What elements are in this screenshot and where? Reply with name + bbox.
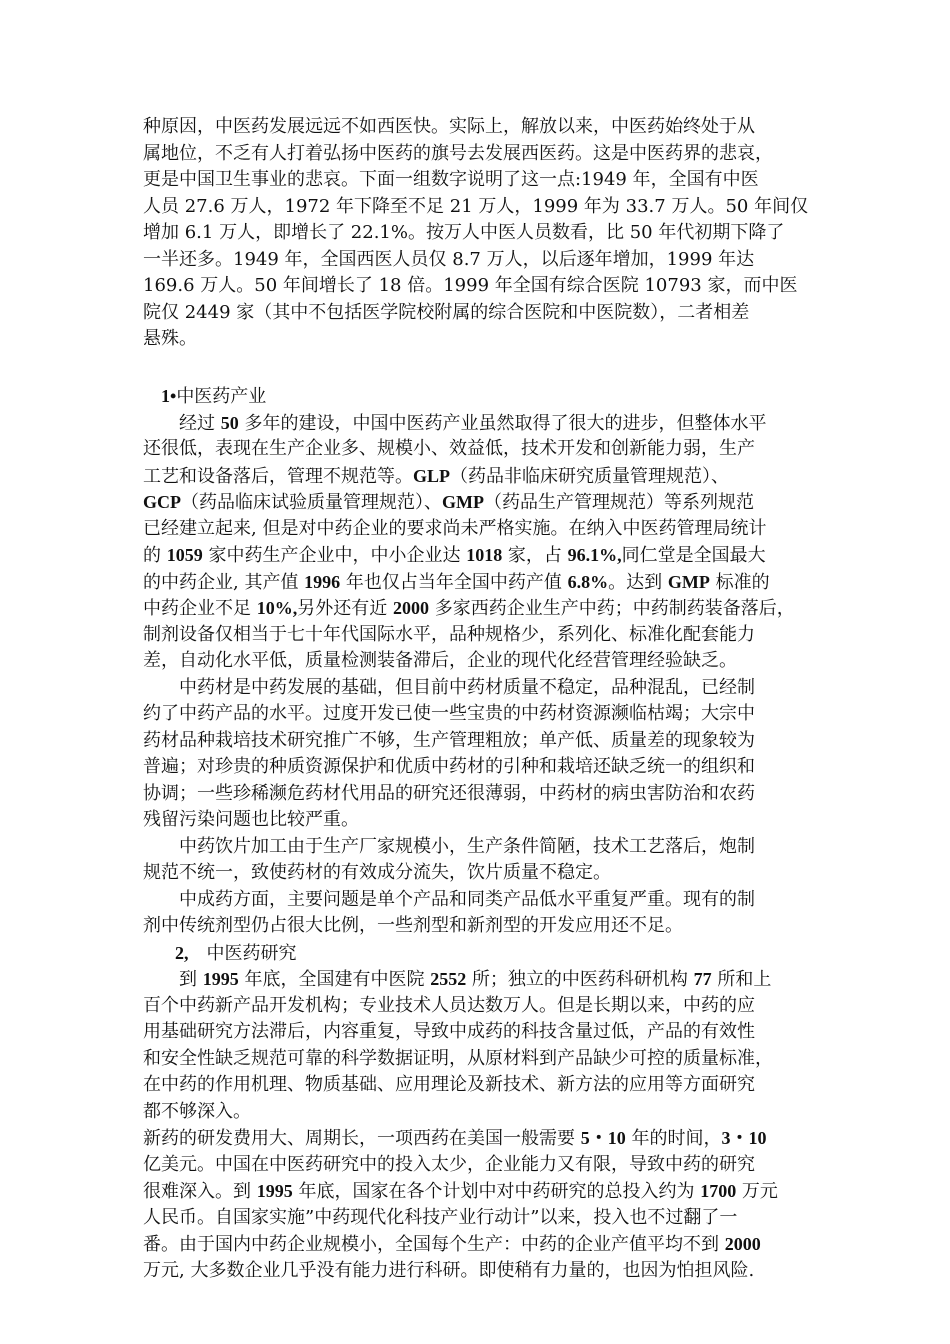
- text-run: 万元, 大多数企业几乎没有能力进行科研。即使稍有力量的，也因为怕担风险.: [143, 1259, 755, 1281]
- bold-figure: GLP: [413, 465, 451, 486]
- text-line: [143, 1099, 823, 1126]
- text-line: [143, 436, 823, 463]
- text-run: 工艺和设备落后，管理不规范等。: [143, 465, 413, 487]
- document-page: [143, 114, 823, 1284]
- section-title: 中医药研究: [206, 942, 297, 964]
- text-line: 协调；一些珍稀濒危药材代用品的研究还很薄弱，中药材的病虫害防治和农药: [143, 782, 755, 804]
- text-run: 的中药企业, 其产值: [143, 571, 305, 593]
- text-line: 增加 6.1 万人，即增长了 22.1%。按万人中医人员数看，比 50 年代初期下降了: [143, 222, 785, 243]
- text-line: 更是中国卫生事业的悲哀。下面一组数字说明了这一点:1949 年，全国有中医: [143, 169, 759, 190]
- text-run: 多年的建设，中国中医药产业虽然取得了很大的进步，但整体水平: [238, 412, 767, 434]
- industry-paragraph-4: [143, 887, 823, 940]
- text-line: [143, 1258, 823, 1285]
- bold-figure: 1059: [166, 545, 203, 565]
- text-line: [143, 1125, 823, 1152]
- bold-figure: 10%,: [256, 598, 298, 618]
- text-run: 番。由于国内中药企业规模小，全国每个生产：中药的企业产值平均不到: [143, 1234, 725, 1255]
- section-number: 2,: [175, 942, 189, 963]
- text-line: [143, 410, 823, 437]
- text-line: [143, 1072, 823, 1099]
- text-line: 普遍；对珍贵的种质资源保护和优质中药材的引种和栽培还缺乏统一的组织和: [143, 756, 755, 777]
- bold-figure: GMP: [667, 571, 710, 592]
- text-line: 属地位，不乏有人打着弘扬中医药的旗号去发展西医药。这是中医药界的悲哀，: [143, 142, 773, 164]
- text-line: 残留污染问题也比较严重。: [143, 809, 359, 830]
- section-heading-research: [143, 940, 823, 967]
- text-line: 院仅 2449 家（其中不包括医学院校附属的综合医院和中医院数），二者相差: [143, 301, 750, 323]
- paragraph-gap: [143, 353, 823, 380]
- bold-figure: 1700: [700, 1181, 737, 1201]
- bold-figure: 2000: [392, 598, 429, 618]
- section-heading-industry: [143, 383, 823, 410]
- text-run: 万元: [736, 1181, 778, 1202]
- text-line: 种原因，中医药发展远远不如西医快。实际上，解放以来，中医药始终处于从: [143, 116, 755, 137]
- text-run: 百个中药新产品开发机构；专业技术人员达数万人。但是长期以来，中药的应: [143, 994, 755, 1016]
- text-line: [143, 463, 823, 490]
- text-run: 年底，国家在各个计划中对中药研究的总投入约为: [292, 1181, 701, 1202]
- section-number: 1•: [161, 386, 177, 406]
- text-line: 一半还多。1949 年，全国西医人员仅 8.7 万人，以后逐年增加，1999 年达: [143, 248, 755, 270]
- text-run: 已经建立起来, 但是对中药企业的要求尚未严格实施。在纳入中医药管理局统计: [143, 517, 767, 539]
- text-run: 另外还有近: [297, 598, 393, 619]
- text-run: 在中药的作用机理、物质基础、应用理论及新技术、新方法的应用等方面研究: [143, 1074, 755, 1095]
- text-run: 很难深入。到: [143, 1181, 257, 1202]
- text-line: [143, 993, 823, 1020]
- text-run: 家中药生产企业中，中小企业达: [202, 545, 467, 566]
- text-line: [143, 1205, 823, 1232]
- text-line: [143, 1046, 823, 1073]
- bold-figure: 1995: [202, 969, 239, 989]
- text-run: 家，占: [502, 545, 568, 566]
- text-run: 差，自动化水平低，质量检测装备滞后，企业的现代化经营管理经验缺乏。: [143, 650, 737, 671]
- text-run: 的: [143, 545, 167, 566]
- text-line: 约了中药产品的水平。过度开发已使一些宝贵的中药材资源濒临枯竭；大宗中: [143, 703, 755, 724]
- text-run: （药品生产管理规范）等系列规范: [484, 492, 754, 513]
- text-line: [143, 595, 823, 622]
- bold-figure: 5・10: [580, 1128, 626, 1148]
- text-run: 都不够深入。: [143, 1100, 251, 1122]
- text-line: 中药材是中药发展的基础，但目前中药材质量不稳定，品种混乱，已经制: [179, 676, 755, 698]
- text-run: 年底，全国建有中医院: [238, 969, 431, 990]
- text-run: 亿美元。中国在中医药研究中的投入太少，企业能力又有限，导致中药的研究: [143, 1153, 755, 1175]
- text-line: [143, 1178, 823, 1205]
- text-line: 剂中传统剂型仍占很大比例，一些剂型和新剂型的开发应用还不足。: [143, 915, 683, 936]
- bold-figure: 6.8%: [567, 571, 609, 592]
- text-line: 中药饮片加工由于生产厂家规模小，生产条件简陋，技术工艺落后，炮制: [179, 835, 755, 857]
- industry-paragraph-3: [143, 834, 823, 887]
- text-line: 药材品种栽培技术研究推广不够，生产管理粗放；单产低、质量差的现象较为: [143, 729, 755, 751]
- bold-figure: 96.1%,: [567, 545, 622, 565]
- text-run: 人民币。自国家实施”中药现代化科技产业行动计”以来，投入也不过翻了一: [143, 1206, 738, 1228]
- text-run: 。达到: [608, 571, 668, 593]
- text-line: [143, 542, 823, 569]
- bold-figure: 1995: [256, 1181, 293, 1201]
- text-line: [143, 569, 823, 596]
- text-line: 规范不统一，致使药材的有效成分流失，饮片质量不稳定。: [143, 862, 611, 883]
- text-line: [143, 1152, 823, 1179]
- text-run: 到: [179, 969, 203, 990]
- bold-figure: GCP: [143, 492, 181, 512]
- text-run: 所和上: [711, 969, 772, 990]
- bold-figure: 1018: [466, 545, 503, 565]
- text-line: 人员 27.6 万人，1972 年下降至不足 21 万人，1999 年为 33.7 万人。50 年间仅: [143, 195, 809, 217]
- bold-figure: 77: [693, 969, 712, 989]
- text-run: 用基础研究方法滞后，内容重复，导致中成药的科技含量过低，产品的有效性: [143, 1021, 755, 1042]
- text-run: 中药企业不足: [143, 598, 257, 619]
- bold-figure: 3・10: [721, 1128, 767, 1148]
- bold-figure: 2552: [430, 969, 467, 989]
- bold-figure: 2000: [724, 1234, 761, 1254]
- text-run: （药品非临床研究质量管理规范）、: [450, 465, 730, 487]
- intro-paragraph: [143, 114, 823, 353]
- text-line: [143, 622, 823, 649]
- text-line: 169.6 万人。50 年间增长了 18 倍。1999 年全国有综合医院 10793 家，而中医: [143, 275, 798, 296]
- research-paragraph-1: [143, 966, 823, 1125]
- text-run: 和安全性缺乏规范可靠的科学数据证明，从原材料到产品缺少可控的质量标准，: [143, 1047, 773, 1069]
- bold-figure: 50: [220, 412, 239, 433]
- text-line: [143, 1231, 823, 1258]
- text-run: 经过: [179, 412, 221, 434]
- text-line: [143, 516, 823, 543]
- industry-paragraph-2: [143, 675, 823, 834]
- text-run: 制剂设备仅相当于七十年代国际水平，品种规格少，系列化、标准化配套能力: [143, 623, 755, 645]
- text-run: 年的时间，: [625, 1128, 722, 1149]
- bold-figure: GMP: [442, 492, 484, 512]
- text-run: （药品临床试验质量管理规范）、: [181, 492, 442, 513]
- industry-paragraph-1: [143, 410, 823, 675]
- text-run: 还很低，表现在生产企业多、规模小、效益低，技术开发和创新能力弱，生产: [143, 438, 755, 459]
- text-line: [143, 966, 823, 993]
- research-paragraph-2: [143, 1125, 823, 1284]
- text-run: 同仁堂是全国最大: [621, 545, 766, 566]
- text-run: 所；独立的中医药科研机构: [466, 969, 694, 990]
- bold-figure: 1996: [304, 571, 341, 592]
- text-run: 标准的: [709, 571, 770, 593]
- section-title: 中医药产业: [176, 386, 267, 407]
- text-line: [143, 648, 823, 675]
- text-line: 悬殊。: [143, 328, 197, 349]
- text-line: [143, 489, 823, 516]
- text-line: [143, 1019, 823, 1046]
- text-run: 新药的研发费用大、周期长，一项西药在美国一般需要: [143, 1128, 581, 1149]
- text-line: 中成药方面，主要问题是单个产品和同类产品低水平重复严重。现有的制: [179, 888, 755, 910]
- text-run: 多家西药企业生产中药；中药制药装备落后，: [428, 598, 795, 619]
- text-run: 年也仅占当年全国中药产值: [340, 571, 568, 593]
